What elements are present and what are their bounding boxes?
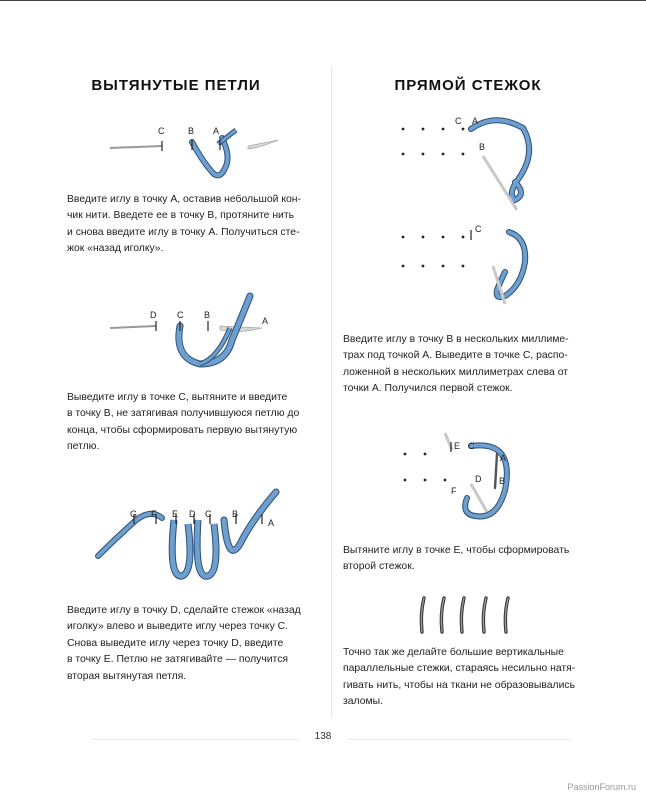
left-figure-2 xyxy=(100,288,290,368)
right-figure-2 xyxy=(395,220,555,310)
right-fig2-label-c: C xyxy=(475,224,482,234)
fig3-label-g: G xyxy=(130,509,138,519)
fig3-label-f: F xyxy=(151,509,157,519)
left-figure-1 xyxy=(100,118,290,178)
right-paragraph-2: Вытяните иглу в точке Е, чтобы сформировать второй стежок. xyxy=(343,545,570,573)
fig2-label-a: A xyxy=(262,316,269,326)
right-fig1-label-c: C xyxy=(455,116,462,126)
watermark: PassionForum.ru xyxy=(567,782,636,792)
fig3-label-d: D xyxy=(189,509,196,519)
footer-rule-right xyxy=(348,739,570,740)
fig2-label-b: B xyxy=(204,310,211,320)
right-fig3-label-a: A xyxy=(500,453,507,463)
right-fig1-label-a: A xyxy=(472,116,479,126)
fig2-label-c: C xyxy=(177,310,184,320)
right-fig3-label-c: C xyxy=(468,441,475,451)
fig3-label-a: A xyxy=(268,518,275,528)
left-figure-3 xyxy=(90,484,290,584)
fig2-label-d: D xyxy=(150,310,157,320)
top-rule xyxy=(0,0,646,1)
fig1-label-b: B xyxy=(188,126,195,136)
left-paragraph-1: Введите иглу в точку А, оставив небольшой кон- чик нити. Введете ее в точку В, протяните нить и снова введите иглу в точку А. Получиться сте- жок «назад иголку». xyxy=(67,194,301,255)
right-fig3-label-d: D xyxy=(475,474,482,484)
left-heading: ВЫТЯНУТЫЕ ПЕТЛИ xyxy=(91,77,261,94)
fig3-label-b: B xyxy=(232,509,239,519)
right-figure-4 xyxy=(410,592,520,638)
right-figure-1 xyxy=(395,112,555,212)
right-figure-3 xyxy=(395,430,545,525)
left-paragraph-3: Введите иглу в точку D, сделайте стежок «назад иголку» влево и выведите иглу через точку С. Снова выведите иглу через точку D, введите в точку Е. Петлю не затягивайте — получится вторая вытянутая петля. xyxy=(67,605,301,682)
right-fig3-label-b: B xyxy=(499,476,506,486)
fig1-label-a: A xyxy=(213,126,220,136)
right-paragraph-3: Точно так же делайте большие вертикальные параллельные стежки, стараясь несильно натя- гивать нить, чтобы на ткани не образовывались заломы. xyxy=(343,647,576,708)
right-heading: ПРЯМОЙ СТЕЖОК xyxy=(394,77,542,94)
footer-rule-left xyxy=(92,739,298,740)
fig3-label-e: E xyxy=(172,509,179,519)
right-fig3-label-f: F xyxy=(451,486,457,496)
column-divider xyxy=(331,66,332,718)
left-paragraph-2: Выведите иглу в точке С, вытяните и введите в точку В, не затягивая получившуюся петлю до конца, чтобы сформировать первую вытянутую петлю. xyxy=(67,392,300,453)
fig3-label-c: C xyxy=(205,509,212,519)
right-paragraph-1: Введите иглу в точку B в нескольких миллиме- трах под точкой А. Выведите в точке С, распо- ложенной в нескольких миллиметрах слева от точки А. Получился первой стежок. xyxy=(343,334,569,395)
right-fig1-label-b: B xyxy=(479,142,486,152)
right-fig3-label-e: E xyxy=(454,441,461,451)
page-number: 138 xyxy=(314,731,332,742)
fig1-label-c: C xyxy=(158,126,165,136)
